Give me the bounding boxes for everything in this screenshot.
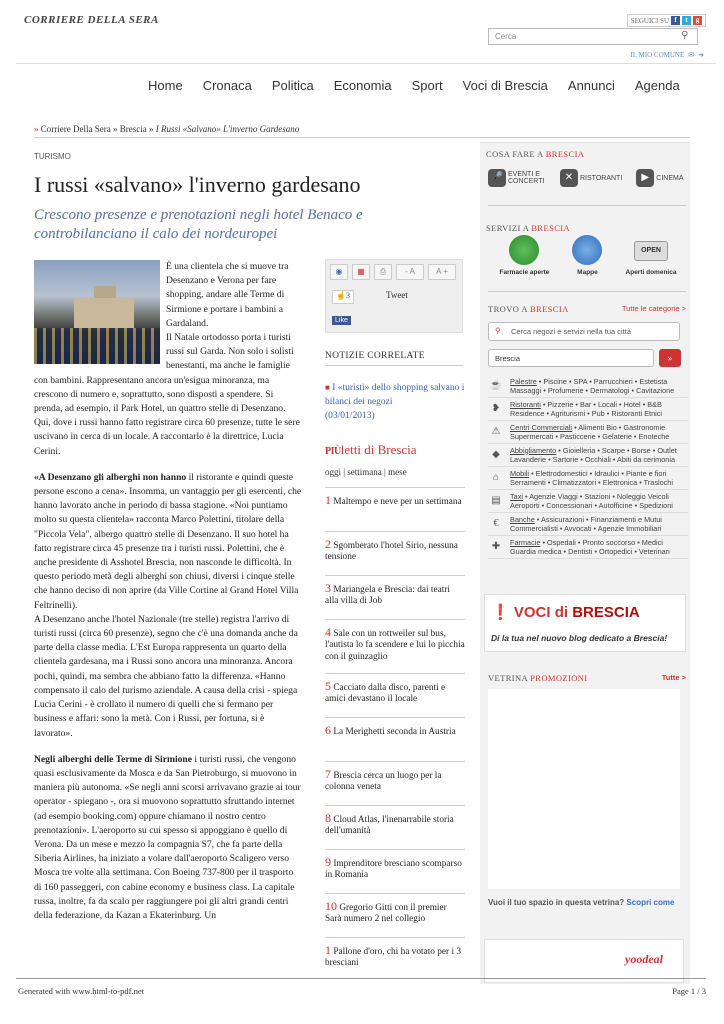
location-input[interactable]: Brescia — [488, 349, 654, 367]
list-item[interactable] — [325, 937, 465, 973]
link-label: Mappe — [577, 269, 598, 276]
twitter-icon[interactable]: t — [682, 16, 691, 25]
cutlery-icon: ✕ — [560, 169, 578, 187]
related-heading: NOTIZIE CORRELATE — [325, 351, 425, 361]
servizi-heading — [486, 223, 570, 233]
facebook-like-label: Like — [335, 317, 348, 324]
category-head[interactable]: Abbigliamento — [510, 445, 557, 455]
link-label: RISTORANTI — [580, 174, 623, 182]
nav-politica[interactable]: Politica — [271, 78, 314, 93]
aperti-domenica-link[interactable] — [626, 235, 677, 276]
headline[interactable]: Brescia cerca un luogo per la colonna veneta — [325, 771, 442, 793]
category-rest: • Assicurazioni • Finanziamenti e Mutui Commercialisti • Avvocati • Agenzie Immobiliari — [510, 514, 662, 533]
bullet-icon: ■ — [325, 383, 330, 392]
heading-city: BRESCIA — [529, 304, 569, 314]
list-item[interactable] — [488, 375, 688, 398]
business-search-input[interactable] — [488, 322, 680, 341]
cart-icon: ⚠ — [491, 425, 501, 437]
mio-comune-link[interactable] — [630, 51, 704, 59]
headline[interactable]: Sale con un rottweiler sul bus, l'autista lo fa scendere e lui lo picchia con il guinzaglio — [325, 629, 465, 662]
location-icon[interactable]: ◉ — [330, 264, 348, 280]
banner-title: VOCI di — [513, 604, 569, 621]
main-nav — [148, 78, 680, 93]
paragraph-text: il ristorante e quindi queste persone escono a cena». Insomma, un vantaggio per gli esercenti, che hanno lavorato anche in periodo di bassa stagione. «Noi puntiamo molto su questa clientela» racconta Marco Polettini, titolare della "Piccola Vela", albergo quattro stelle di Desenzano. Il suo hotel ha fatto registrare circa 45 presenze tra i turisti russi. Polettini, che è anche presidente di Asshotel Brescia, non nasconde le difficoltà. In questo periodo metà degli alberghi son chiusi, diversi i cinque stelle che hanno deciso di non aprire (da Ville Cortine al Grand Hotel Villa Feltrinelli). — [34, 471, 302, 611]
car-icon: ▤ — [491, 494, 501, 506]
open-sign-icon: OPEN — [634, 241, 668, 261]
nav-agenda[interactable]: Agenda — [634, 78, 680, 93]
site-logo[interactable]: CORRIERE DELLA SERA — [24, 14, 159, 26]
list-item[interactable] — [488, 513, 688, 536]
sidebar — [480, 142, 690, 984]
divider — [325, 365, 463, 366]
category-rest: • Gioielleria • Scarpe • Borse • Outlet Lavanderie • Sartorie • Occhiali • Abiti da cerimonia — [510, 445, 677, 464]
cta-text: Vuoi il tuo spazio in questa vetrina? — [488, 898, 625, 907]
rank: 9 — [325, 855, 331, 869]
font-increase-button[interactable]: A + — [428, 264, 456, 280]
paragraph: A Desenzano anche l'hotel Nazionale (tre stelle) registra l'arrivo di turisti russi (circa 60 presenze), segno che c'è una domanda anche da parte della classe media. L'Est Europa rappresenta un quarto della clientela gardesana, ma i Russi sono ancora una minoranza. Ancora pochi, quindi, ma sembra che abbiano fatto la differenza. «Hanno compensato il calo del turismo aziendale. A causa della crisi - spiega Lucia Cerini - è crollato il numero di quelli che si fermano per business e affari: sono la metà. Con i Russi, per fortuna, si è lavorato». — [34, 613, 298, 739]
print-icon[interactable]: ⎙ — [374, 264, 392, 280]
category-head[interactable]: Centri Commerciali — [510, 422, 573, 432]
rank: 3 — [325, 581, 331, 595]
heading-city: BRESCIA — [531, 223, 571, 233]
mio-comune-label: IL MIO COMUNE — [630, 51, 685, 59]
vetrina-cta — [488, 898, 674, 907]
nav-economia[interactable]: Economia — [333, 78, 392, 93]
share-icon[interactable]: ➔ — [698, 51, 704, 59]
list-item[interactable] — [325, 575, 465, 619]
mappe-link[interactable] — [572, 235, 602, 276]
vetrina-heading — [488, 673, 686, 683]
link-label: EVENTI E CONCERTI — [508, 171, 545, 185]
rank: 6 — [325, 723, 331, 737]
follow-label: SEGUICI SU — [630, 16, 669, 25]
rank: 8 — [325, 811, 331, 825]
paragraph: Il Natale ortodosso porta i turisti russi sul Garda. Non solo i solisti benestanti, ma anche le famiglie con bambini. Rappresentano ancora un'esigua minoranza, ma crescono di numero e, soprattutto, sono disposti a spendere. Si prenda, ad esempio, il Park Hotel, un quattro stelle di Desenzano. Qui, dove i russi hanno fatto registrare circa 60 presenze, tutte le sere uscivano in cerca di un locale. A raccontarlo è la direttrice, Lucia Cerini. — [34, 332, 300, 457]
category-head[interactable]: Farmacie — [510, 537, 541, 547]
category-rest: • Elettrodomestici • Idraulici • Piante e fiori Serramenti • Climatizzatori • Elettronica • Traslochi — [510, 468, 673, 487]
related-date: (03/01/2013) — [325, 411, 375, 421]
thumbs-up-icon: ☝ — [336, 291, 346, 300]
category-head[interactable]: Mobili — [510, 468, 530, 478]
headline[interactable]: Mariangela e Brescia: dai teatri alla villa di Job — [325, 585, 450, 607]
paragraph-text: i turisti russi, che vengono quasi esclusivamente da Mosca e da San Pietroburgo, si muovono in maniera più autonoma. «Se negli anni scorsi arrivavano grazie ai tour operator - spiegano -, ora si muovono soprattutto sfruttando internet (ad esempio booking.com) oppure chiamano il nostro centro prenotazioni». L'aeroporto su cui spesso si appoggiano è quello di Verona. Da un mese e mezzo la compagnia S7, che fa parte della Siberia Airlines, ha iniziato a volare dall'aeroporto Scaligero verso Mosca tre volte alla settimana. Con Boeing 737-800 per il trasporto di 160 passeggeri, con cabine economy e business class. La capitale russa, inoltre, fa da scalo per raggiungere poi gli altri grandi centri della federazione, da Kazan a Ekaterinburg. Un — [34, 753, 301, 921]
list-item[interactable] — [325, 849, 465, 893]
list-item[interactable] — [325, 805, 465, 849]
cross-icon: ✚ — [491, 540, 501, 552]
list-item[interactable] — [488, 536, 688, 559]
heading-label: COSA FARE A — [486, 149, 544, 159]
headline[interactable]: Cacciato dalla disco, parenti e amici devastano il locale — [325, 683, 446, 705]
nav-cronaca[interactable]: Cronaca — [202, 78, 252, 93]
facebook-icon[interactable]: f — [671, 16, 680, 25]
events-link[interactable] — [488, 169, 546, 187]
like-count-button[interactable] — [332, 290, 354, 304]
font-decrease-button[interactable]: - A — [396, 264, 424, 280]
rank: 4 — [325, 625, 331, 639]
link-label: CINEMA — [656, 174, 684, 182]
most-read-tabs[interactable]: oggi | settimana | mese — [325, 467, 407, 477]
article-subtitle: Crescono presenze e prenotazioni negli hotel Benaco e controbilanciano il calo dei nordeuropei — [34, 207, 363, 242]
diamond-icon: ◆ — [492, 448, 500, 460]
banner-title-city: BRESCIA — [572, 604, 640, 621]
cutlery-icon: ❥ — [491, 402, 501, 414]
rank: 7 — [325, 767, 331, 781]
article-title: I russi «salvano» l'inverno gardesano — [34, 172, 361, 197]
breadcrumb-current: I Russi «Salvano» L'inverno Gardesano — [155, 124, 300, 134]
google-plus-icon[interactable]: g — [693, 16, 702, 25]
headline[interactable]: Pallone d'oro, chi ha votato per i 3 bresciani — [325, 947, 461, 969]
all-promotions-link[interactable]: Tutte > — [661, 673, 686, 682]
breadcrumb: » Corriere Della Sera » Brescia » I Russi «Salvano» L'inverno Gardesano — [34, 124, 300, 134]
related-item[interactable] — [325, 381, 465, 423]
promotions-box — [488, 689, 680, 889]
search-placeholder: Cerca negozi e servizi nella tua città — [511, 327, 632, 336]
search-icon: ⚲ — [495, 326, 501, 335]
category-rest: • Alimenti Bio • Gastronomie Supermercati • Pasticcerie • Gelaterie • Enoteche — [510, 422, 670, 441]
most-read-heading — [325, 442, 417, 458]
nav-voci-di-brescia[interactable]: Voci di Brescia — [462, 78, 548, 93]
link-label: Aperti domenica — [625, 269, 677, 276]
category-rest: • Agenzie Viaggi • Stazioni • Noleggio Veicoli Aeroporti • Concessionari • Autofficine • Spedizioni — [510, 491, 673, 510]
farmacie-link[interactable] — [500, 235, 550, 276]
servizi-links — [488, 235, 688, 276]
category-head[interactable]: Palestre — [510, 376, 537, 386]
list-item[interactable] — [488, 467, 688, 490]
heading-label: SERVIZI A — [486, 223, 529, 233]
most-read-title: letti di Brescia — [340, 442, 417, 457]
divider — [34, 137, 690, 138]
category-rest: • Piscine • SPA • Parrucchieri • Estetista Massaggi • Profumerie • Dermatologi • Cavitazione — [510, 376, 675, 395]
link-label: Farmacie aperte — [499, 269, 550, 276]
scopri-come-link[interactable]: Scopri come — [626, 898, 675, 907]
paragraph — [34, 753, 302, 923]
translate-icon[interactable]: ▦ — [352, 264, 370, 280]
breadcrumb-brescia[interactable]: Brescia — [119, 124, 147, 134]
list-item[interactable] — [488, 444, 688, 467]
footer-divider — [16, 978, 706, 979]
yoodeal-logo: yoodeal — [625, 952, 663, 966]
search-go-button[interactable]: » — [659, 349, 681, 367]
nav-annunci[interactable]: Annunci — [567, 78, 615, 93]
category-rest: • Ospedali • Pronto soccorso • Medici Guardia medica • Dentisti • Ortopedici • Veterinari — [510, 537, 670, 556]
rank: 10 — [325, 899, 337, 913]
cinema-link[interactable] — [636, 169, 683, 187]
divider — [488, 205, 686, 206]
yoodeal-banner[interactable] — [484, 939, 684, 983]
headline[interactable]: Maltempo e neve per un settimana — [333, 497, 462, 507]
pharmacy-cross-icon — [509, 235, 539, 265]
search-icon[interactable]: ⚲ — [681, 30, 689, 41]
headline[interactable]: Sgomberato l'hotel Sirio, nessuna tensione — [325, 541, 458, 563]
rank: 2 — [325, 537, 331, 551]
cosa-fare-links — [488, 169, 684, 187]
category-list — [488, 375, 688, 559]
paragraph — [34, 471, 302, 613]
house-icon: ⌂ — [492, 471, 499, 483]
breadcrumb-home[interactable]: Corriere Della Sera — [40, 124, 111, 134]
list-item[interactable] — [488, 398, 688, 421]
top-header — [16, 6, 716, 64]
list-item[interactable] — [325, 761, 465, 805]
heading-label: TROVO A — [488, 304, 528, 314]
compass-icon — [572, 235, 602, 265]
social-follow — [627, 14, 706, 27]
trovo-heading — [488, 304, 686, 314]
heading-city: BRESCIA — [545, 149, 585, 159]
search-input[interactable]: Cerca — [488, 28, 698, 45]
rank: 1 — [325, 493, 331, 507]
voci-di-brescia-banner[interactable] — [484, 594, 686, 652]
nav-home[interactable]: Home — [148, 78, 183, 93]
cosa-fare-heading — [486, 149, 584, 159]
cup-icon: ☕ — [489, 379, 503, 391]
paragraph: È una clientela che si muove tra Desenzano e Verona per fare shopping, andare alle Terme di Sirmione e portare i bambini a Gardaland. — [166, 261, 289, 329]
facebook-like-button[interactable] — [332, 316, 351, 325]
list-item[interactable] — [325, 487, 465, 531]
list-item[interactable] — [325, 619, 465, 673]
heading-accent: PROMOZIONI — [530, 673, 588, 683]
microphone-icon: 🎤 — [488, 169, 506, 187]
page-number: Page 1 / 3 — [672, 986, 706, 996]
list-item[interactable] — [325, 717, 465, 761]
list-item[interactable] — [488, 421, 688, 444]
headline[interactable]: Gregorio Gitti con il premier Sarà numero 2 nel collegio — [325, 903, 447, 925]
breadcrumb-marker-icon: » — [34, 124, 39, 134]
headline[interactable]: La Merighetti seconda in Austria — [333, 727, 456, 737]
list-item[interactable] — [488, 490, 688, 513]
speech-bubble-icon: ❗ — [491, 604, 510, 621]
lead-bold: Negli alberghi delle Terme di Sirmione — [34, 753, 193, 765]
share-toolbar — [325, 259, 463, 333]
banner-tagline: Di la tua nel nuovo blog dedicato a Brescia! — [491, 633, 668, 643]
article-body — [34, 260, 302, 923]
list-item[interactable] — [325, 531, 465, 575]
heading-label: VETRINA — [488, 673, 528, 683]
related-link[interactable]: I «turisti» dello shopping salvano i bilanci dei negozi — [325, 383, 465, 407]
most-read-prefix: PIÙ — [325, 446, 341, 457]
list-item[interactable] — [325, 673, 465, 717]
rank: 5 — [325, 679, 331, 693]
divider — [488, 291, 686, 292]
film-icon: ▶ — [636, 169, 654, 187]
lead-bold: «A Desenzano gli alberghi non hanno — [34, 471, 187, 483]
category-head[interactable]: Ristoranti — [510, 399, 541, 409]
list-item[interactable] — [325, 893, 465, 937]
like-count: 3 — [345, 291, 350, 300]
restaurants-link[interactable] — [560, 169, 622, 187]
most-read-list — [325, 487, 465, 973]
nav-sport[interactable]: Sport — [411, 78, 443, 93]
rank: 1 — [325, 943, 331, 957]
footer-generator: Generated with www.html-to-pdf.net — [18, 986, 144, 996]
tweet-button[interactable]: Tweet — [386, 290, 408, 300]
category-head[interactable]: Taxi — [510, 491, 523, 501]
headline[interactable]: Cloud Atlas, l'inenarrabile storia dell'umanità — [325, 815, 454, 837]
headline[interactable]: Imprenditore bresciano scomparso in Romania — [325, 859, 462, 881]
category-head[interactable]: Banche — [510, 514, 535, 524]
mail-icon[interactable]: ✉ — [688, 51, 695, 59]
euro-icon: € — [493, 517, 499, 529]
section-tag[interactable]: TURISMO — [34, 152, 71, 161]
category-rest: • Pizzerie • Bar • Locali • Hotel • B&B Residence • Agriturismi • Pub • Ristoranti Etnici — [510, 399, 663, 418]
all-categories-link[interactable]: Tutte le categorie > — [621, 304, 686, 313]
